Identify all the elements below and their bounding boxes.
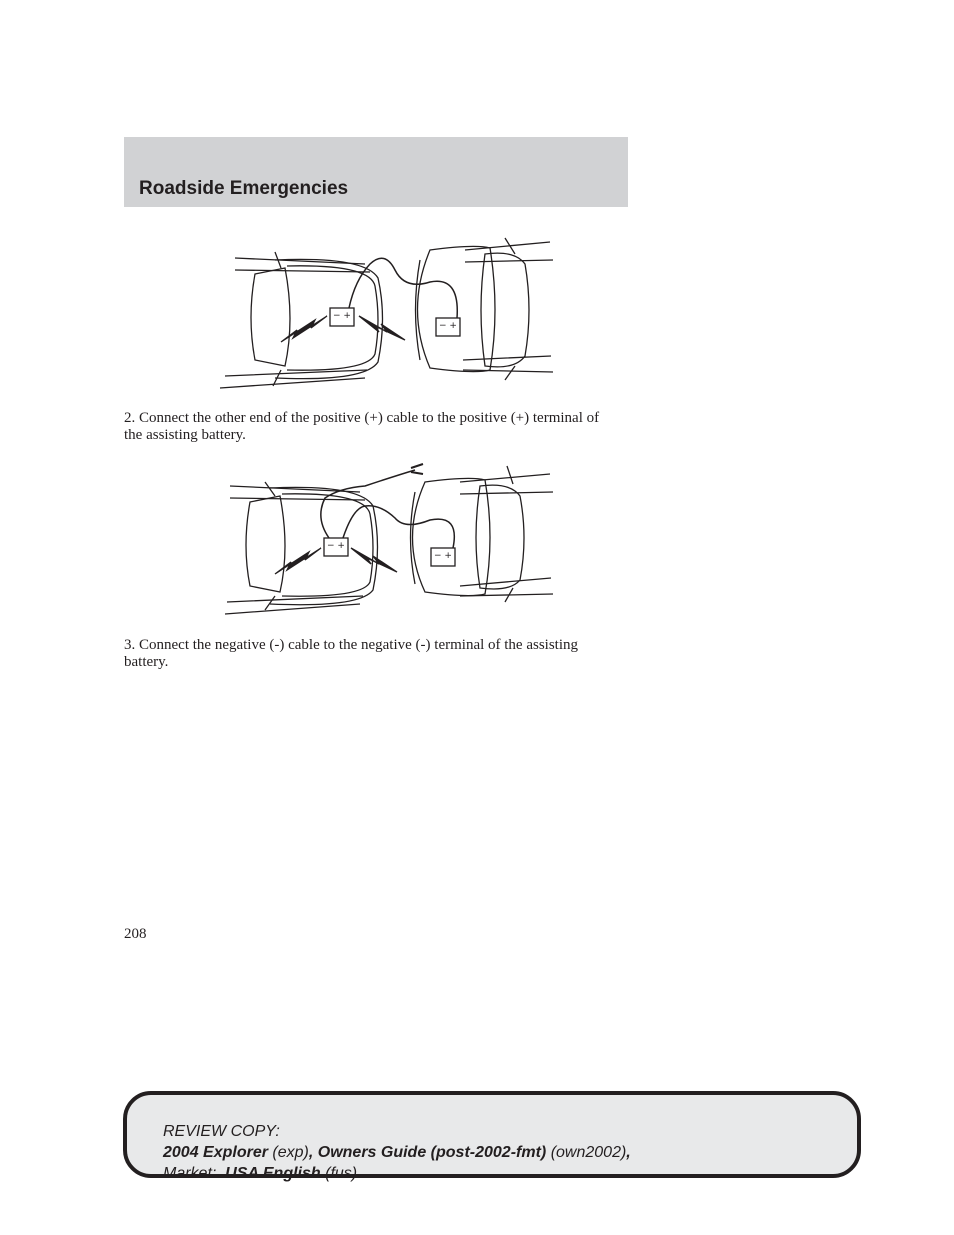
battery-left-icon <box>324 538 348 556</box>
review-label: REVIEW COPY: <box>163 1123 280 1140</box>
svg-text:− +: − + <box>333 311 351 321</box>
spark-icon-right <box>351 548 397 572</box>
review-copy-box <box>123 1091 861 1182</box>
review-market-line: Market: USA English (fus) <box>163 1165 358 1182</box>
battery-right-icon <box>436 318 460 336</box>
battery-right-icon <box>431 548 455 566</box>
cars-batteries-diagram <box>215 458 560 623</box>
review-copy-text <box>163 1121 631 1184</box>
battery-left-icon <box>330 308 354 326</box>
step-2-text: 2. Connect the other end of the positive (+) cable to the positive (+) terminal of the assisting battery. <box>124 410 600 443</box>
svg-text:− +: − + <box>439 321 457 331</box>
svg-text:− +: − + <box>434 551 452 561</box>
positive-cable <box>349 258 457 318</box>
page-number: 208 <box>124 926 147 942</box>
section-header-band <box>124 137 628 207</box>
jump-start-figure-1 <box>215 230 560 400</box>
spark-icon-left <box>275 548 321 574</box>
section-title: Roadside Emergencies <box>139 178 349 199</box>
svg-text:− +: − + <box>327 541 345 551</box>
cars-batteries-diagram <box>215 230 560 400</box>
review-product-line: 2004 Explorer (exp), Owners Guide (post-2002-fmt) (own2002), <box>163 1144 631 1161</box>
jump-start-figure-2 <box>215 458 560 623</box>
step-3-text: 3. Connect the negative (-) cable to the negative (-) terminal of the assisting battery. <box>124 637 579 670</box>
disabled-car <box>225 482 378 614</box>
cable-clamp-icon <box>411 464 423 474</box>
disabled-car <box>220 252 383 388</box>
spark-icon-left <box>281 316 327 342</box>
assisting-car <box>411 466 554 602</box>
negative-cable <box>321 470 415 538</box>
assisting-car <box>416 238 554 380</box>
positive-cable <box>343 506 454 548</box>
